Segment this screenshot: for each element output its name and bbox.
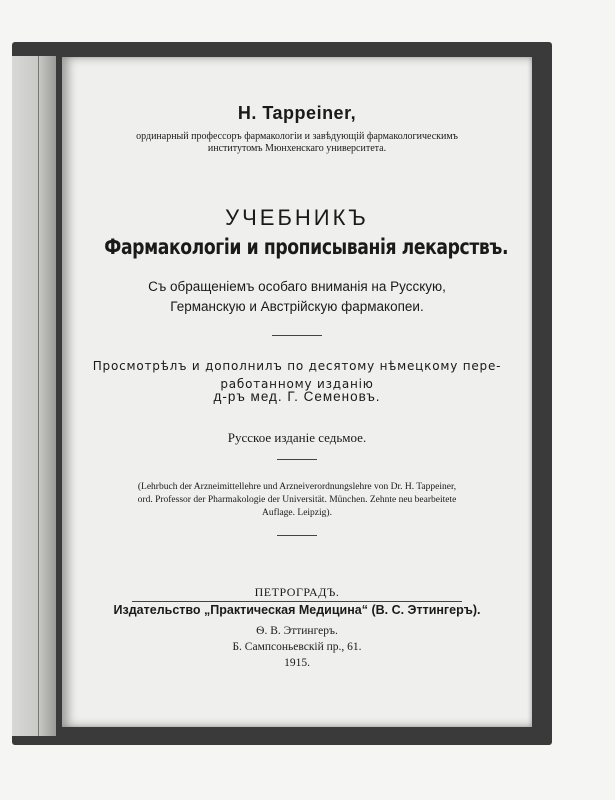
publisher-address xyxy=(62,623,532,671)
author-position-line-2: институтомъ Мюнхенскаго университета. xyxy=(207,143,387,154)
divider-rule xyxy=(277,459,317,460)
book-spine xyxy=(12,56,56,736)
book-subject: Фармакологіи и прописыванія лекарствъ. xyxy=(104,235,509,259)
reviser-line-2: работанному изданію xyxy=(220,377,374,391)
author-name: H. Tappeiner, xyxy=(237,103,357,123)
author-position xyxy=(62,131,532,155)
divider-rule xyxy=(277,535,317,536)
address-line-2: Б. Сампсоньевскій пр., 61. xyxy=(232,641,362,653)
title-page xyxy=(62,57,532,727)
spine-edge xyxy=(38,56,39,736)
author-position-line-1: ординарный профессоръ фармакологіи и завѣдующій фармакологическимъ xyxy=(136,131,458,142)
edition-label: Русское изданіе седьмое. xyxy=(227,430,367,445)
pharmacopoeia-note xyxy=(62,277,532,317)
publication-year: 1915. xyxy=(284,657,310,669)
note-line-1: Съ обращеніемъ особаго вниманія на Русскую, xyxy=(148,279,446,294)
book-title: УЧЕБНИКЪ xyxy=(225,205,369,230)
publisher-name: Издательство „Практическая Медицина“ (В. С. Эттингеръ). xyxy=(113,603,481,617)
note-line-2: Германскую и Австрійскую фармакопеи. xyxy=(170,299,424,314)
divider-rule xyxy=(132,601,462,602)
reviser-note xyxy=(62,357,532,393)
divider-rule xyxy=(272,335,322,336)
address-line-1: Ѳ. В. Эттингеръ. xyxy=(256,625,338,637)
original-edition xyxy=(62,481,532,520)
city-name: ПЕТРОГРАДЪ. xyxy=(254,585,340,599)
editor-name: д-ръ мед. Г. Семеновъ. xyxy=(213,389,381,404)
original-line-3: Auflage. Leipzig). xyxy=(262,508,332,518)
reviser-line-1: Просмотрѣлъ и дополнилъ по десятому нѣмецкому пере- xyxy=(92,359,502,373)
original-line-1: (Lehrbuch der Arzneimittellehre und Arzneiverordnungslehre von Dr. H. Tappeiner, xyxy=(137,482,457,492)
original-line-2: ord. Professor der Pharmakologie der Universität. München. Zehnte neu bearbeitete xyxy=(137,495,457,505)
